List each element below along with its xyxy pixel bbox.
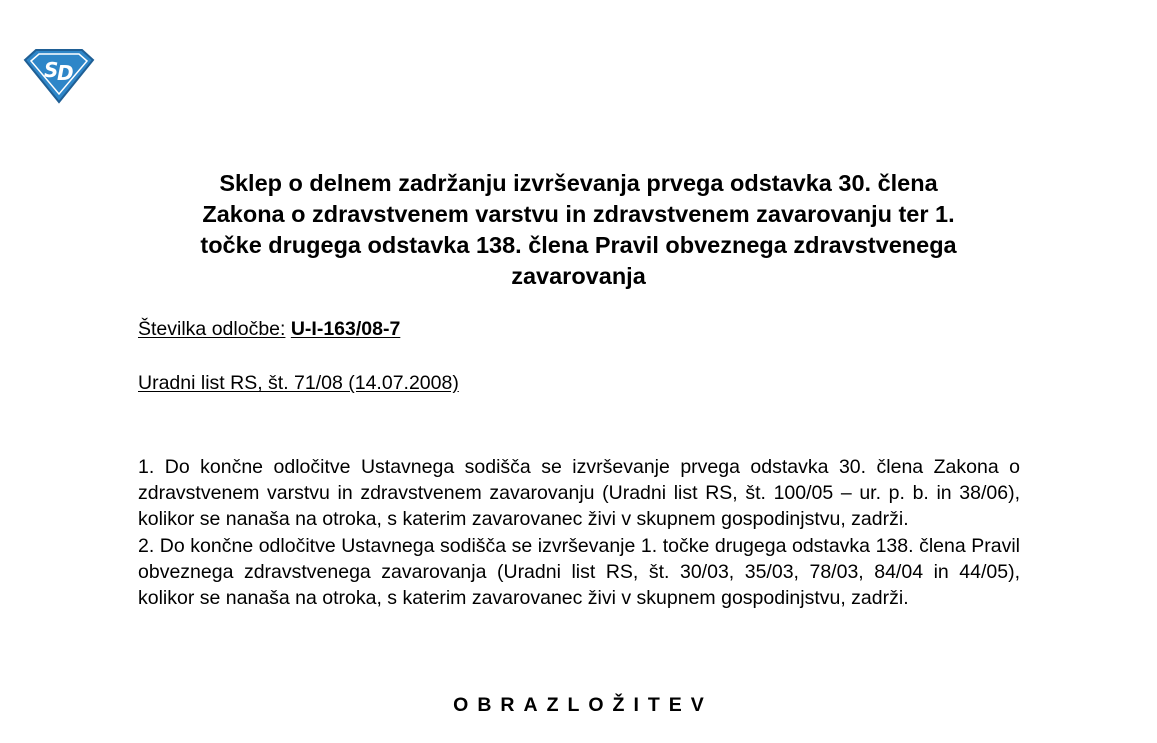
decision-body: [138, 454, 1020, 611]
decision-paragraph: 1. Do končne odločitve Ustavnega sodišča se izvrševanje prvega odstavka 30. člena Zakona o zdravstvenem varstvu in zdravstvenem zavarovanju (Uradni list RS, št. 100/05 – ur. p. b. in 38/06), kolikor se nanaša na otroka, s katerim zavarovanec živi v skupnem gospodinjstvu, zadrži.: [138, 456, 1020, 531]
official-gazette-link[interactable]: Uradni list RS, št. 71/08 (14.07.2008): [138, 372, 459, 394]
title-line: Zakona o zdravstvenem varstvu in zdravstvenem zavarovanju ter 1.: [202, 201, 955, 227]
svg-text:D: D: [57, 61, 74, 85]
decision-number-line: [138, 317, 400, 341]
decision-number-link[interactable]: U-I-163/08-7: [290, 318, 401, 340]
svg-text:S: S: [44, 58, 59, 82]
title-line: zavarovanja: [511, 263, 646, 289]
decision-number-label: Številka odločbe:: [138, 318, 286, 340]
official-gazette-reference: [138, 371, 459, 395]
title-line: Sklep o delnem zadržanju izvrševanja prvega odstavka 30. člena: [219, 170, 938, 196]
section-heading: OBRAZLOŽITEV: [453, 694, 713, 716]
document-title: [120, 168, 1037, 292]
court-logo-icon: [22, 46, 96, 104]
title-line: točke drugega odstavka 138. člena Pravil obveznega zdravstvenega: [200, 232, 957, 258]
decision-paragraph: 2. Do končne odločitve Ustavnega sodišča se izvrševanje 1. točke drugega odstavka 138. člena Pravil obveznega zdravstvenega zavarovanja (Uradni list RS, št. 30/03, 35/03, 78/03, 84/04 in 44/05), kolikor se nanaša na otroka, s katerim zavarovanec živi v skupnem gospodinjstvu, zadrži.: [138, 534, 1020, 610]
